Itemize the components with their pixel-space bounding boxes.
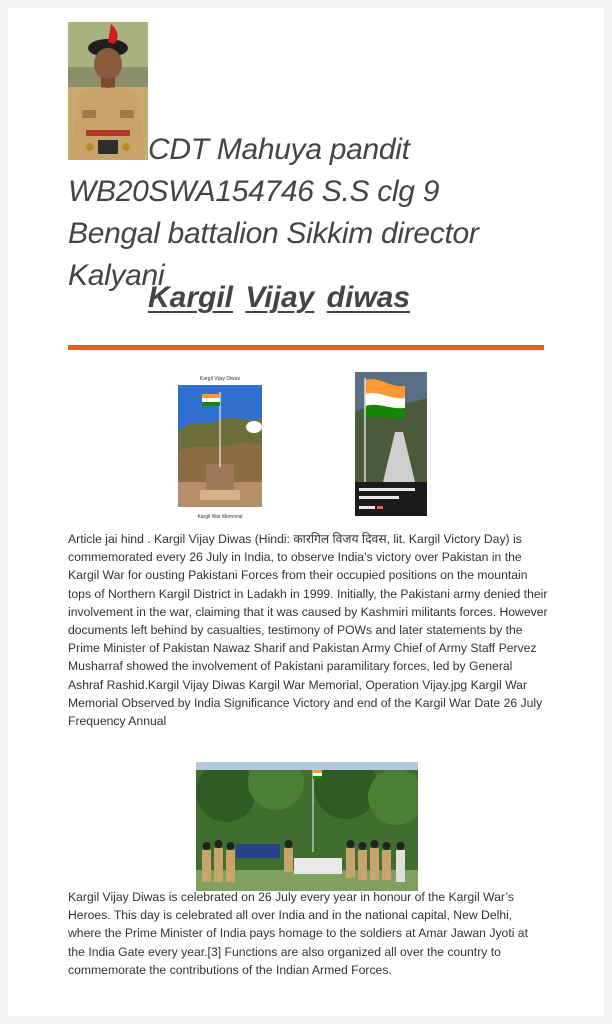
title-line: Bengal battalion Sikkim director xyxy=(68,217,479,250)
article-paragraph-2: Kargil Vijay Diwas is celebrated on 26 July every year in honour of the Kargil War’s Heroes. This day is celebrated all over India and in the national capital, New Delhi, where the Prime Minister of India pays homage to the soldiers at Amar Jawan Jyoti at the India Gate every year.[3] Functions are also organized all over the country to commemorate the contributions of the Indian Armed Forces. xyxy=(68,890,528,977)
title-line: Kalyani xyxy=(68,259,165,292)
subtitle-word: Kargil xyxy=(148,281,234,314)
document-page xyxy=(8,8,604,1016)
memorial-caption-top: Kargil Vijay Diwas xyxy=(200,376,240,382)
flag-image xyxy=(355,372,427,516)
memorial-image xyxy=(176,372,264,522)
subtitle-word: diwas xyxy=(326,281,411,314)
page-title xyxy=(68,129,588,297)
subtitle-word: Vijay xyxy=(245,281,315,314)
title-line: CDT Mahuya pandit xyxy=(148,133,410,166)
article-paragraph-1: Article jai hind . Kargil Vijay Diwas (Hindi: कारगिल विजय दिवस, lit. Kargil Victory Day) is commemorated every 26 July in India, to observe India’s victory over Pakistan in the Kargil War for ousting Pakistani Forces from their occupied positions on the mountain tops of Northern Kargil District in Ladakh in 1999. Initially, the Pakistani army denied their involvement in the war, claiming that it was caused by Kashmiri militants forces. However documents left behind by casualties, testimony of POWs and later statements by the Prime Minister of Pakistan Nawaz Sharif and Pakistan Army Chief of Army Staff Pervez Musharraf showed the involvement of Pakistani paramilitary forces, led by General Ashraf Rashid.Kargil Vijay Diwas Kargil War Memorial, Operation Vijay.jpg Kargil War Memorial Observed by India Significance Victory and end of the Kargil War Date 26 July Frequency Annual xyxy=(68,532,548,729)
title-line: WB20SWA154746 S.S clg 9 xyxy=(68,175,440,208)
subtitle xyxy=(148,281,410,315)
memorial-caption-bottom: Kargil War Memorial xyxy=(197,514,243,520)
group-photo xyxy=(196,762,418,891)
section-divider xyxy=(68,345,544,350)
